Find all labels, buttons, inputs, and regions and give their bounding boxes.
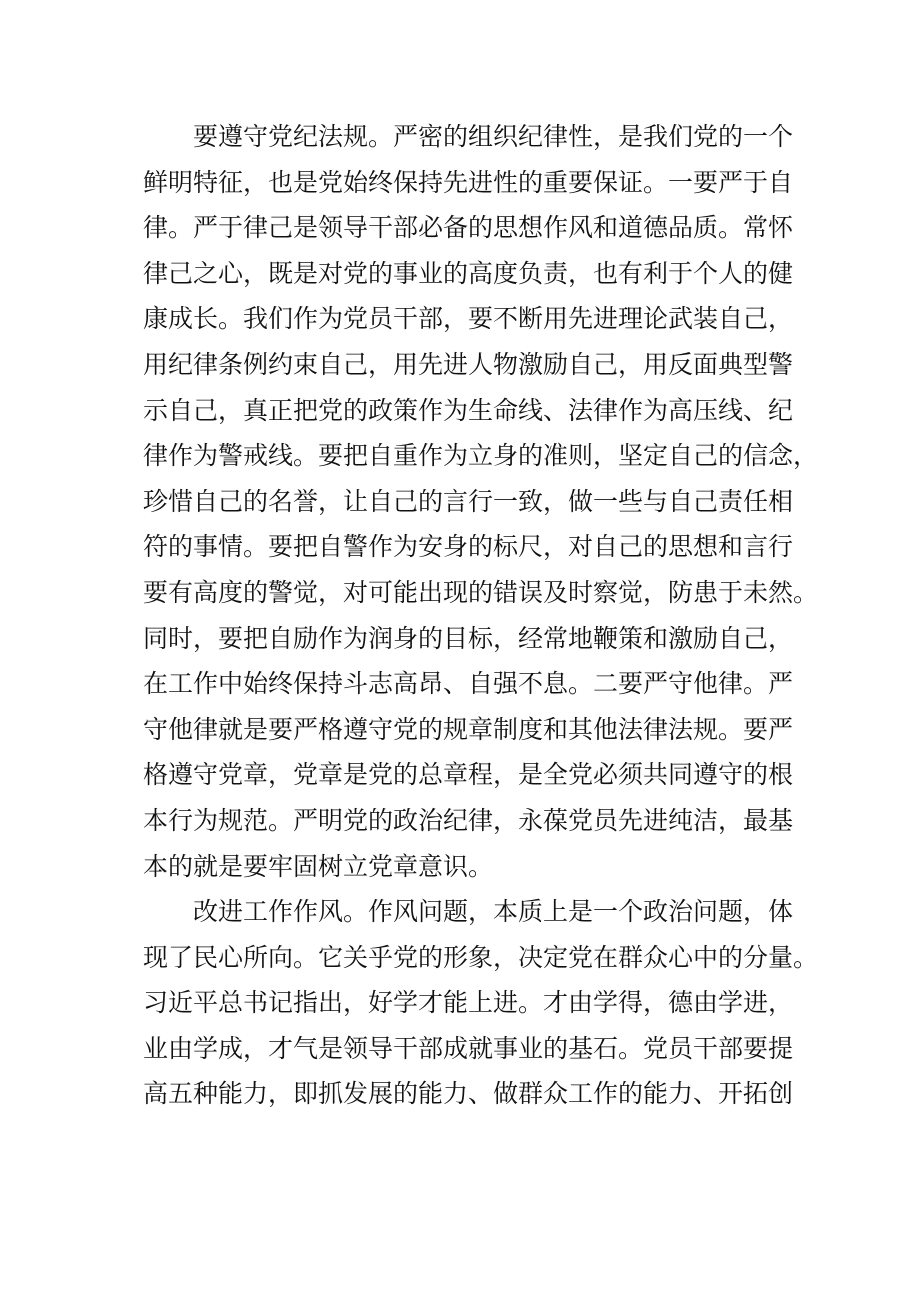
paragraph-line: 要遵守党纪法规。严密的组织纪律性，是我们党的一个 — [193, 122, 794, 151]
paragraph-line: 高五种能力，即抓发展的能力、做群众工作的能力、开拓创 — [143, 1079, 794, 1109]
document-body — [143, 114, 819, 1117]
paragraph-line: 律己之心，既是对党的事业的高度负责，也有利于个人的健 — [143, 258, 794, 288]
paragraph-line: 本行为规范。严明党的政治纪律，永葆党员先进纯洁，最基 — [143, 805, 794, 835]
paragraph-line: 鲜明特征，也是党始终保持先进性的重要保证。一要严于自 — [143, 167, 794, 197]
paragraph-line: 示自己，真正把党的政策作为生命线、法律作为高压线、纪 — [143, 395, 794, 425]
paragraph-line: 业由学成，才气是领导干部成就事业的基石。党员干部要提 — [143, 1033, 794, 1063]
paragraph-line: 律作为警戒线。要把自重作为立身的准则，坚定自己的信念， — [143, 441, 819, 471]
paragraph-line: 格遵守党章，党章是党的总章程，是全党必须共同遵守的根 — [143, 760, 794, 790]
paragraph-line: 习近平总书记指出，好学才能上进。才由学得，德由学进， — [143, 988, 794, 1018]
paragraph-discipline — [143, 114, 819, 889]
paragraph-line: 符的事情。要把自警作为安身的标尺，对自己的思想和言行 — [143, 532, 794, 562]
paragraph-line: 现了民心所向。它关乎党的形象，决定党在群众心中的分量。 — [143, 942, 819, 972]
paragraph-work-style — [143, 889, 819, 1117]
paragraph-line: 本的就是要牢固树立党章意识。 — [143, 851, 494, 881]
paragraph-line: 改进工作作风。作风问题，本质上是一个政治问题，体 — [193, 897, 794, 927]
paragraph-line: 珍惜自己的名誉，让自己的言行一致，做一些与自己责任相 — [143, 486, 794, 516]
paragraph-line: 同时，要把自励作为润身的目标，经常地鞭策和激励自己， — [143, 623, 794, 653]
paragraph-line: 用纪律条例约束自己，用先进人物激励自己，用反面典型警 — [143, 349, 794, 379]
paragraph-line: 律。严于律己是领导干部必备的思想作风和道德品质。常怀 — [143, 213, 794, 243]
paragraph-line: 在工作中始终保持斗志高昂、自强不息。二要严守他律。严 — [143, 669, 794, 699]
paragraph-line: 康成长。我们作为党员干部，要不断用先进理论武装自己， — [143, 304, 794, 334]
paragraph-line: 守他律就是要严格遵守党的规章制度和其他法律法规。要严 — [143, 714, 794, 744]
paragraph-line: 要有高度的警觉，对可能出现的错误及时察觉，防患于未然。 — [143, 577, 819, 607]
